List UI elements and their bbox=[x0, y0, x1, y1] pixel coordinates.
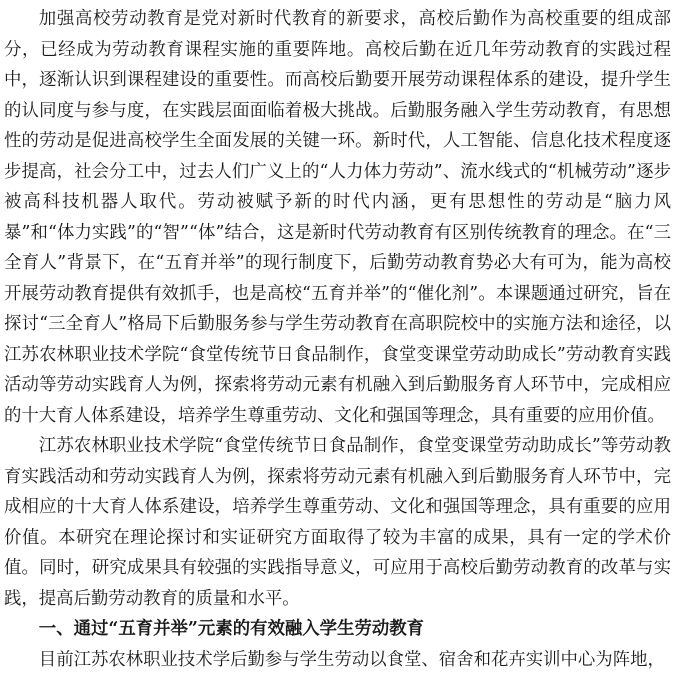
body-paragraph-1: 加强高校劳动教育是党对新时代教育的新要求，高校后勤作为高校重要的组成部分，已经成为劳动教育课程实施的重要阵地。高校后勤在近几年劳动教育的实践过程中，逐渐认识到课程建设的重要性。而高校后勤要开展劳动课程体系的建设，提升学生的认同度与参与度，在实践层面面临着极大挑战。后勤服务融入学生劳动教育，有思想性的劳动是促进高校学生全面发展的关键一环。新时代，人工智能、信息化技术程度逐步提高，社会分工中，过去人们广义上的“人力体力劳动”、流水线式的“机械劳动”逐步被高科技机器人取代。劳动被赋予新的时代内涵，更有思想性的劳动是“脑力风暴”和“体力实践”的“智”“体”结合，这是新时代劳动教育有区别传统教育的理念。在“三全育人”背景下，在“五育并举”的现行制度下，后勤劳动教育势必大有可为，能为高校开展劳动教育提供有效抓手，也是高校“五育并举”的“催化剂”。本课题通过研究，旨在探讨“三全育人”格局下后勤服务参与学生劳动教育在高职院校中的实施方法和途径，以江苏农林职业技术学院“食堂传统节日食品制作，食堂变课堂劳动助成长”劳动教育实践活动等劳动实践育人为例，探索将劳动元素有机融入到后勤服务育人环节中，完成相应的十大育人体系建设，培养学生尊重劳动、文化和强国等理念，具有重要的应用价值。 bbox=[4, 9, 671, 426]
body-paragraph-2: 江苏农林职业技术学院“食堂传统节日食品制作，食堂变课堂劳动助成长”等劳动教育实践活动和劳动实践育人为例，探索将劳动元素有机融入到后勤服务育人环节中，完成相应的十大育人体系建设，培养学生尊重劳动、文化和强国等理念，具有重要的应用价值。本研究在理论探讨和实证研究方面取得了较为丰富的成果，具有一定的学术价值。同时，研究成果具有较强的实践指导意义，可应用于高校后勤劳动教育的改革与实践，提高后勤劳动教育的质量和水平。 bbox=[4, 436, 671, 609]
document-page bbox=[4, 4, 671, 675]
body-paragraph-3: 目前江苏农林职业技术学后勤参与学生劳动以食堂、宿舍和花卉实训中心为阵地， bbox=[38, 649, 665, 670]
section-heading: 一、通过“五育并举”元素的有效融入学生劳动教育 bbox=[38, 619, 425, 639]
